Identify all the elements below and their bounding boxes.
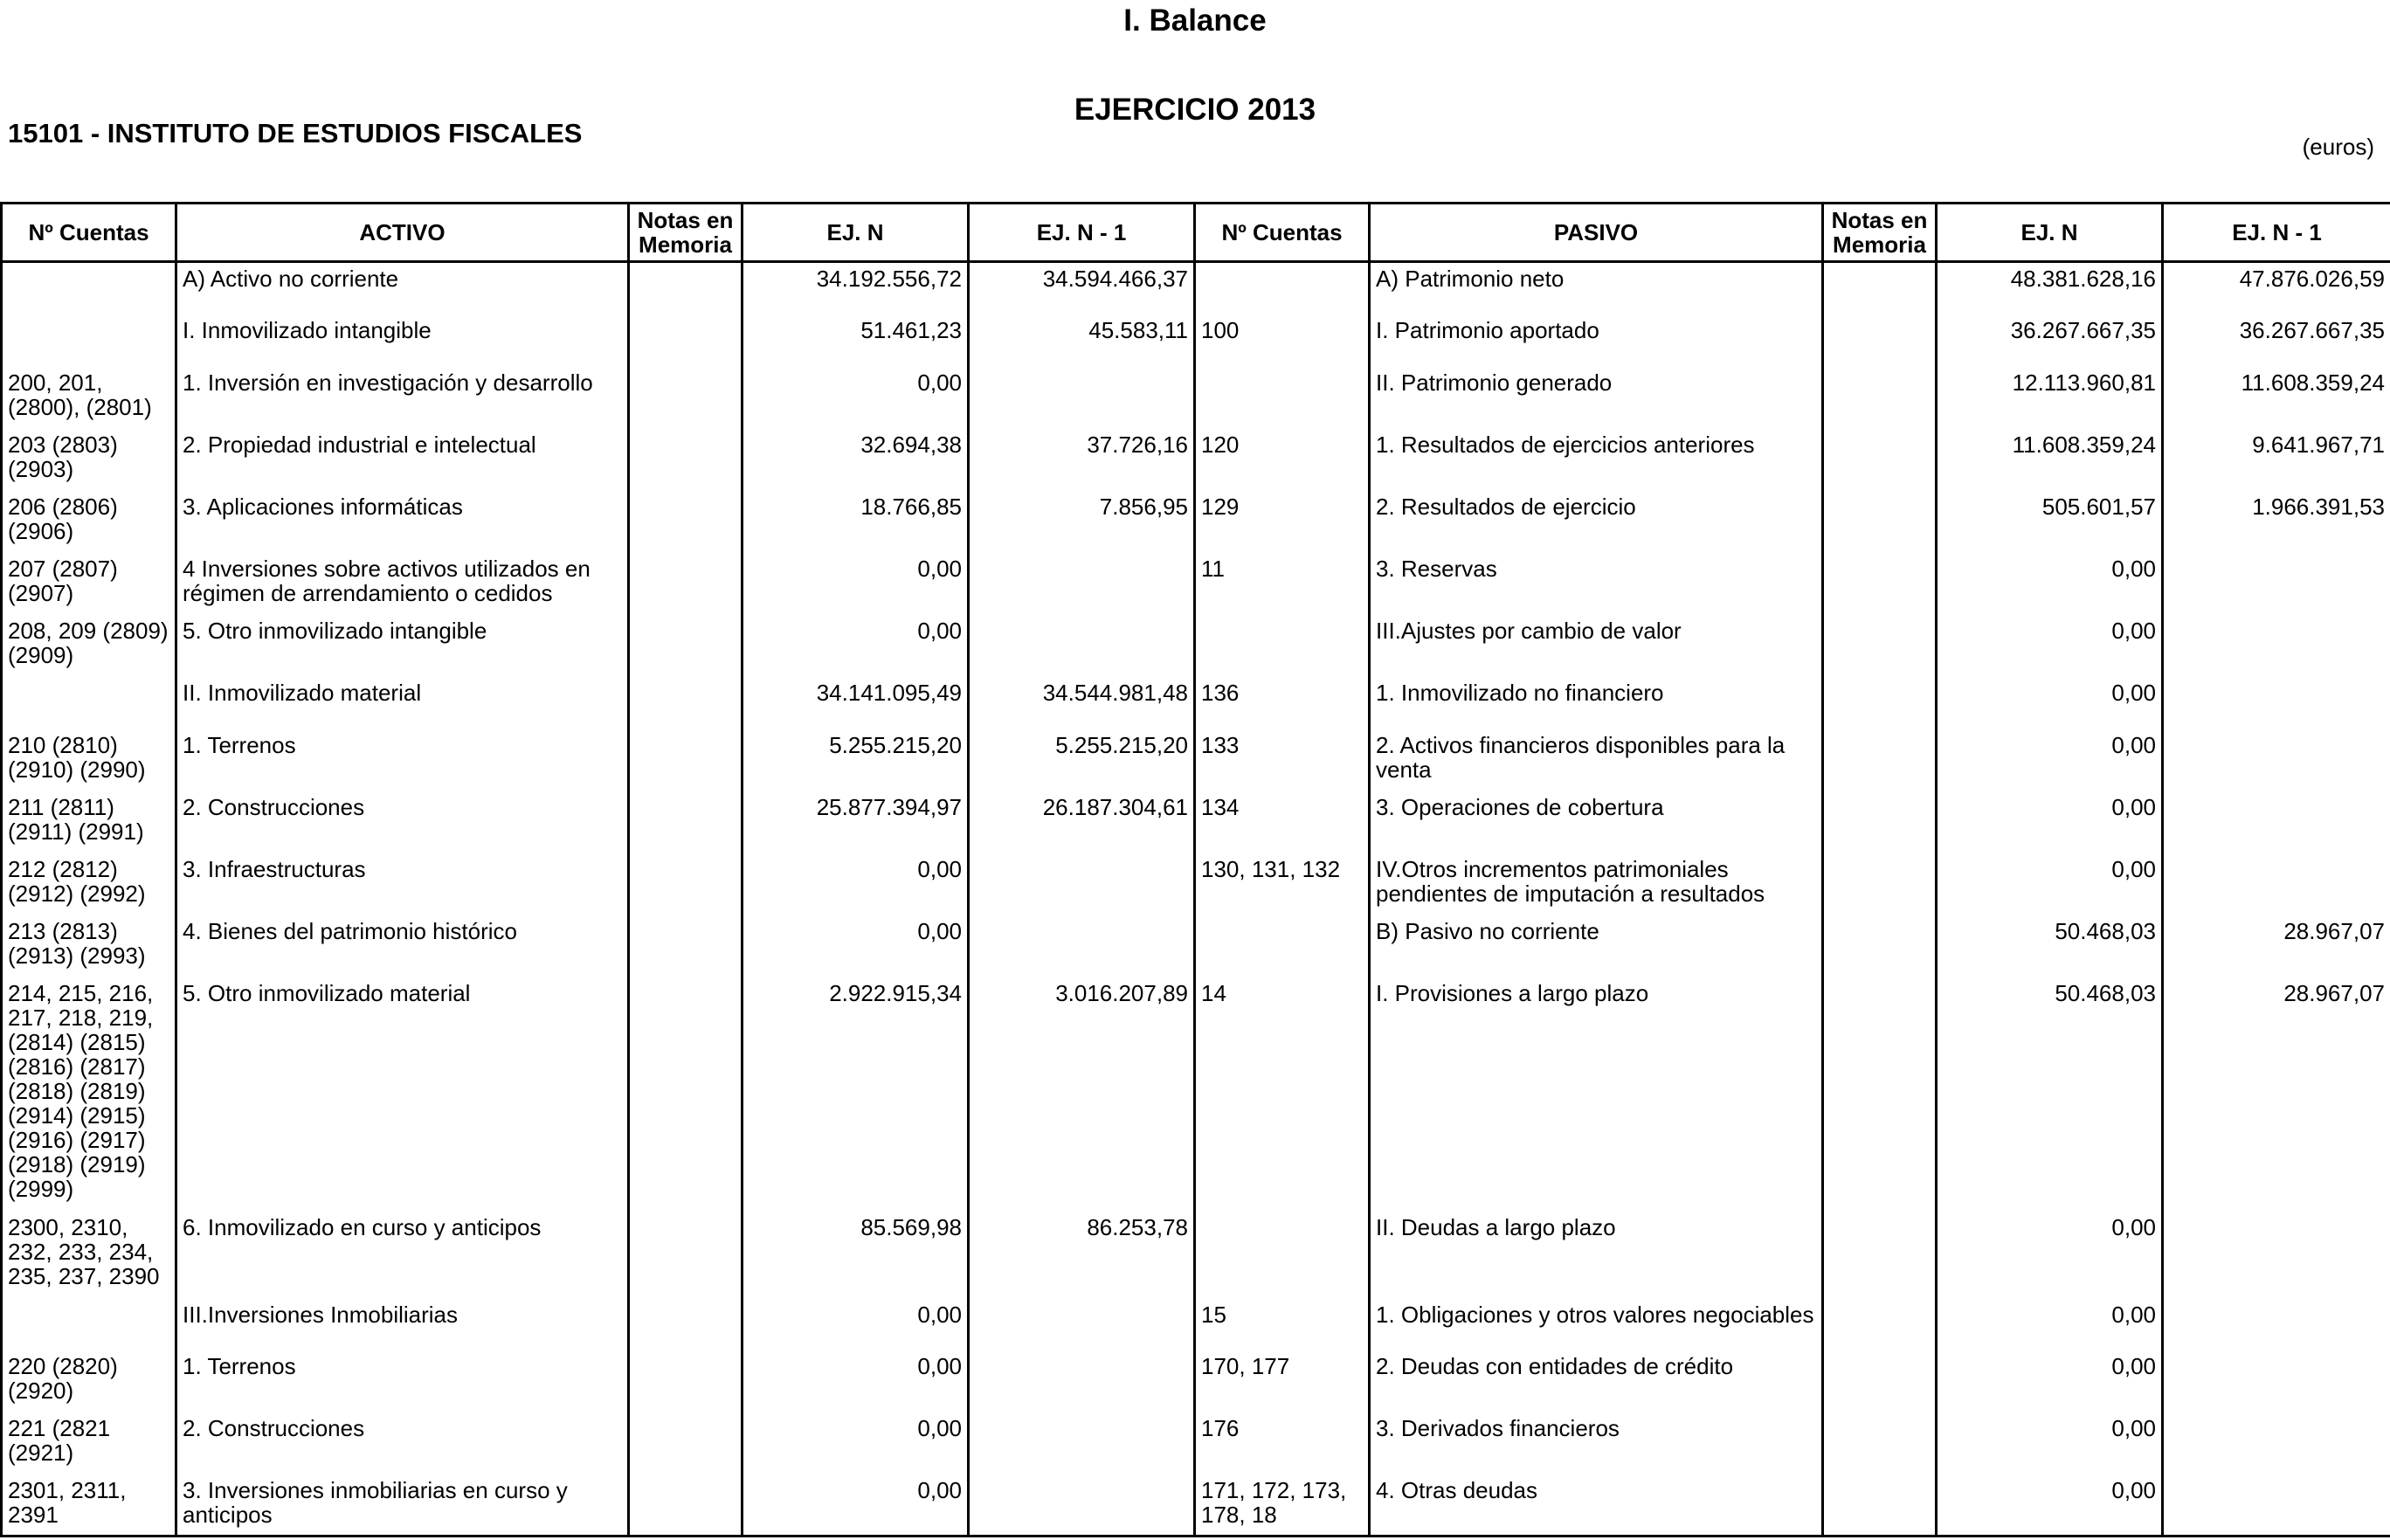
header-ej-n-pasivo: EJ. N: [1937, 204, 2163, 262]
pasivo-label-cell: 4. Otras deudas: [1370, 1474, 1823, 1537]
header-notas-activo: Notas en Memoria: [629, 204, 743, 262]
pasivo-ej-n-cell: 505.601,57: [1937, 491, 2163, 553]
notas-activo-cell: [629, 314, 743, 367]
currency-units: (euros): [2302, 134, 2374, 160]
pasivo-label-cell: IV.Otros incrementos patrimoniales pendientes de imputación a resultados: [1370, 853, 1823, 915]
activo-label-cell: 3. Inversiones inmobiliarias en curso y anticipos: [176, 1474, 629, 1537]
pasivo-ej-n-cell: 0,00: [1937, 1412, 2163, 1474]
pasivo-ej-n-cell: 0,00: [1937, 1350, 2163, 1412]
pasivo-ej-n-cell: 0,00: [1937, 1299, 2163, 1350]
account-codes-pasivo-cell: [1195, 262, 1370, 314]
header-ej-n1-pasivo: EJ. N - 1: [2163, 204, 2390, 262]
activo-ej-n-cell: 0,00: [743, 367, 969, 429]
account-codes-activo-cell: 200, 201, (2800), (2801): [2, 367, 176, 429]
activo-ej-n1-cell: [969, 367, 1195, 429]
account-codes-activo-cell: 211 (2811) (2911) (2991): [2, 791, 176, 853]
account-codes-activo-cell: 208, 209 (2809) (2909): [2, 615, 176, 677]
table-row: [2, 367, 2390, 429]
notas-pasivo-cell: [1823, 853, 1937, 915]
activo-ej-n-cell: 0,00: [743, 1350, 969, 1412]
pasivo-ej-n1-cell: [2163, 615, 2390, 677]
account-codes-pasivo-cell: 100: [1195, 314, 1370, 367]
notas-pasivo-cell: [1823, 1212, 1937, 1299]
notas-activo-cell: [629, 853, 743, 915]
pasivo-ej-n1-cell: [2163, 1350, 2390, 1412]
pasivo-label-cell: 3. Derivados financieros: [1370, 1412, 1823, 1474]
notas-pasivo-cell: [1823, 677, 1937, 729]
header-notas-pasivo: Notas en Memoria: [1823, 204, 1937, 262]
activo-ej-n1-cell: 86.253,78: [969, 1212, 1195, 1299]
activo-label-cell: 1. Terrenos: [176, 1350, 629, 1412]
table-row: [2, 729, 2390, 791]
account-codes-activo-cell: 220 (2820) (2920): [2, 1350, 176, 1412]
notas-activo-cell: [629, 615, 743, 677]
pasivo-ej-n-cell: 12.113.960,81: [1937, 367, 2163, 429]
activo-ej-n-cell: 0,00: [743, 615, 969, 677]
pasivo-label-cell: 3. Reservas: [1370, 553, 1823, 615]
notas-pasivo-cell: [1823, 429, 1937, 491]
pasivo-label-cell: 1. Resultados de ejercicios anteriores: [1370, 429, 1823, 491]
pasivo-ej-n-cell: 48.381.628,16: [1937, 262, 2163, 314]
pasivo-label-cell: 1. Inmovilizado no financiero: [1370, 677, 1823, 729]
activo-ej-n1-cell: 34.544.981,48: [969, 677, 1195, 729]
notas-pasivo-cell: [1823, 1350, 1937, 1412]
header-cuentas-activo: Nº Cuentas: [2, 204, 176, 262]
notas-pasivo-cell: [1823, 729, 1937, 791]
activo-ej-n1-cell: [969, 1412, 1195, 1474]
activo-label-cell: 5. Otro inmovilizado intangible: [176, 615, 629, 677]
notas-pasivo-cell: [1823, 915, 1937, 977]
notas-pasivo-cell: [1823, 314, 1937, 367]
table-row: [2, 791, 2390, 853]
notas-activo-cell: [629, 791, 743, 853]
pasivo-ej-n1-cell: [2163, 791, 2390, 853]
activo-ej-n1-cell: 7.856,95: [969, 491, 1195, 553]
activo-ej-n1-cell: [969, 1299, 1195, 1350]
activo-label-cell: 2. Propiedad industrial e intelectual: [176, 429, 629, 491]
pasivo-ej-n1-cell: 11.608.359,24: [2163, 367, 2390, 429]
activo-label-cell: II. Inmovilizado material: [176, 677, 629, 729]
account-codes-activo-cell: [2, 262, 176, 314]
account-codes-pasivo-cell: 120: [1195, 429, 1370, 491]
activo-label-cell: 3. Aplicaciones informáticas: [176, 491, 629, 553]
notas-pasivo-cell: [1823, 791, 1937, 853]
pasivo-ej-n-cell: 36.267.667,35: [1937, 314, 2163, 367]
pasivo-ej-n1-cell: [2163, 677, 2390, 729]
balance-table: [0, 202, 2390, 1537]
report-title: I. Balance: [1123, 3, 1267, 38]
account-codes-pasivo-cell: 129: [1195, 491, 1370, 553]
pasivo-ej-n-cell: 50.468,03: [1937, 977, 2163, 1212]
activo-ej-n-cell: 25.877.394,97: [743, 791, 969, 853]
activo-label-cell: 3. Infraestructuras: [176, 853, 629, 915]
notas-activo-cell: [629, 729, 743, 791]
activo-ej-n-cell: 0,00: [743, 1299, 969, 1350]
activo-label-cell: 6. Inmovilizado en curso y anticipos: [176, 1212, 629, 1299]
account-codes-pasivo-cell: 176: [1195, 1412, 1370, 1474]
account-codes-pasivo-cell: [1195, 615, 1370, 677]
pasivo-ej-n-cell: 0,00: [1937, 615, 2163, 677]
pasivo-ej-n1-cell: [2163, 853, 2390, 915]
activo-ej-n1-cell: 37.726,16: [969, 429, 1195, 491]
notas-activo-cell: [629, 977, 743, 1212]
account-codes-pasivo-cell: 15: [1195, 1299, 1370, 1350]
notas-activo-cell: [629, 553, 743, 615]
table-header-row: [2, 204, 2390, 262]
activo-label-cell: 1. Inversión en investigación y desarrollo: [176, 367, 629, 429]
activo-ej-n-cell: 2.922.915,34: [743, 977, 969, 1212]
pasivo-label-cell: 2. Activos financieros disponibles para la venta: [1370, 729, 1823, 791]
entity-name: 15101 - INSTITUTO DE ESTUDIOS FISCALES: [8, 118, 583, 148]
account-codes-pasivo-cell: 133: [1195, 729, 1370, 791]
pasivo-ej-n1-cell: 9.641.967,71: [2163, 429, 2390, 491]
pasivo-ej-n-cell: 0,00: [1937, 677, 2163, 729]
pasivo-label-cell: 3. Operaciones de cobertura: [1370, 791, 1823, 853]
notas-activo-cell: [629, 262, 743, 314]
table-row: [2, 1474, 2390, 1537]
pasivo-ej-n1-cell: [2163, 1212, 2390, 1299]
account-codes-pasivo-cell: [1195, 915, 1370, 977]
pasivo-label-cell: A) Patrimonio neto: [1370, 262, 1823, 314]
account-codes-pasivo-cell: 14: [1195, 977, 1370, 1212]
activo-ej-n-cell: 5.255.215,20: [743, 729, 969, 791]
table-row: [2, 1350, 2390, 1412]
activo-ej-n-cell: 0,00: [743, 1474, 969, 1537]
fiscal-year-heading: EJERCICIO 2013: [1074, 93, 1316, 127]
notas-pasivo-cell: [1823, 1299, 1937, 1350]
notas-activo-cell: [629, 1350, 743, 1412]
header-ej-n1-activo: EJ. N - 1: [969, 204, 1195, 262]
pasivo-label-cell: 2. Resultados de ejercicio: [1370, 491, 1823, 553]
table-row: [2, 262, 2390, 314]
activo-ej-n1-cell: [969, 915, 1195, 977]
table-row: [2, 1299, 2390, 1350]
activo-label-cell: A) Activo no corriente: [176, 262, 629, 314]
account-codes-pasivo-cell: 134: [1195, 791, 1370, 853]
account-codes-activo-cell: 203 (2803) (2903): [2, 429, 176, 491]
notas-pasivo-cell: [1823, 367, 1937, 429]
notas-activo-cell: [629, 677, 743, 729]
notas-activo-cell: [629, 367, 743, 429]
account-codes-activo-cell: 210 (2810) (2910) (2990): [2, 729, 176, 791]
header-activo: ACTIVO: [176, 204, 629, 262]
activo-ej-n-cell: 34.141.095,49: [743, 677, 969, 729]
pasivo-label-cell: 1. Obligaciones y otros valores negociables: [1370, 1299, 1823, 1350]
pasivo-label-cell: B) Pasivo no corriente: [1370, 915, 1823, 977]
activo-ej-n1-cell: [969, 553, 1195, 615]
activo-ej-n-cell: 0,00: [743, 1412, 969, 1474]
account-codes-activo-cell: 213 (2813) (2913) (2993): [2, 915, 176, 977]
activo-label-cell: 2. Construcciones: [176, 791, 629, 853]
header-pasivo: PASIVO: [1370, 204, 1823, 262]
pasivo-label-cell: II. Deudas a largo plazo: [1370, 1212, 1823, 1299]
table-row: [2, 314, 2390, 367]
activo-label-cell: 4 Inversiones sobre activos utilizados en régimen de arrendamiento o cedidos: [176, 553, 629, 615]
activo-ej-n1-cell: 34.594.466,37: [969, 262, 1195, 314]
table-row: [2, 1412, 2390, 1474]
activo-ej-n-cell: 32.694,38: [743, 429, 969, 491]
activo-ej-n-cell: 51.461,23: [743, 314, 969, 367]
activo-ej-n1-cell: [969, 1474, 1195, 1537]
activo-ej-n1-cell: 45.583,11: [969, 314, 1195, 367]
notas-pasivo-cell: [1823, 1412, 1937, 1474]
pasivo-label-cell: II. Patrimonio generado: [1370, 367, 1823, 429]
pasivo-ej-n1-cell: 28.967,07: [2163, 915, 2390, 977]
notas-activo-cell: [629, 1474, 743, 1537]
account-codes-pasivo-cell: 171, 172, 173, 178, 18: [1195, 1474, 1370, 1537]
pasivo-label-cell: I. Patrimonio aportado: [1370, 314, 1823, 367]
pasivo-ej-n-cell: 0,00: [1937, 1474, 2163, 1537]
activo-ej-n-cell: 0,00: [743, 915, 969, 977]
pasivo-label-cell: I. Provisiones a largo plazo: [1370, 977, 1823, 1212]
account-codes-pasivo-cell: 11: [1195, 553, 1370, 615]
account-codes-activo-cell: 214, 215, 216, 217, 218, 219, (2814) (2815) (2816) (2817) (2818) (2819) (2914) (2915) (2916) (2917) (2918) (2919) (2999): [2, 977, 176, 1212]
table-row: [2, 615, 2390, 677]
activo-ej-n-cell: 0,00: [743, 553, 969, 615]
notas-pasivo-cell: [1823, 553, 1937, 615]
pasivo-ej-n-cell: 0,00: [1937, 1212, 2163, 1299]
notas-pasivo-cell: [1823, 1474, 1937, 1537]
account-codes-pasivo-cell: 136: [1195, 677, 1370, 729]
notas-activo-cell: [629, 429, 743, 491]
pasivo-ej-n1-cell: [2163, 1412, 2390, 1474]
pasivo-label-cell: III.Ajustes por cambio de valor: [1370, 615, 1823, 677]
pasivo-ej-n1-cell: 1.966.391,53: [2163, 491, 2390, 553]
account-codes-pasivo-cell: [1195, 367, 1370, 429]
notas-pasivo-cell: [1823, 262, 1937, 314]
pasivo-ej-n-cell: 0,00: [1937, 853, 2163, 915]
account-codes-activo-cell: [2, 314, 176, 367]
table-row: [2, 1212, 2390, 1299]
activo-label-cell: 2. Construcciones: [176, 1412, 629, 1474]
account-codes-activo-cell: [2, 677, 176, 729]
activo-label-cell: III.Inversiones Inmobiliarias: [176, 1299, 629, 1350]
table-body: [2, 262, 2390, 1537]
header-cuentas-pasivo: Nº Cuentas: [1195, 204, 1370, 262]
activo-ej-n-cell: 18.766,85: [743, 491, 969, 553]
account-codes-activo-cell: [2, 1299, 176, 1350]
table-row: [2, 677, 2390, 729]
activo-ej-n-cell: 85.569,98: [743, 1212, 969, 1299]
table-row: [2, 853, 2390, 915]
notas-pasivo-cell: [1823, 977, 1937, 1212]
table-row: [2, 915, 2390, 977]
notas-activo-cell: [629, 1212, 743, 1299]
activo-ej-n1-cell: [969, 853, 1195, 915]
account-codes-activo-cell: 2300, 2310, 232, 233, 234, 235, 237, 2390: [2, 1212, 176, 1299]
pasivo-ej-n-cell: 0,00: [1937, 553, 2163, 615]
table-row: [2, 429, 2390, 491]
activo-ej-n1-cell: 5.255.215,20: [969, 729, 1195, 791]
account-codes-activo-cell: 2301, 2311, 2391: [2, 1474, 176, 1537]
pasivo-ej-n1-cell: [2163, 1299, 2390, 1350]
activo-ej-n-cell: 34.192.556,72: [743, 262, 969, 314]
pasivo-ej-n1-cell: [2163, 553, 2390, 615]
account-codes-activo-cell: 207 (2807) (2907): [2, 553, 176, 615]
notas-pasivo-cell: [1823, 491, 1937, 553]
notas-activo-cell: [629, 1299, 743, 1350]
pasivo-ej-n-cell: 0,00: [1937, 729, 2163, 791]
notas-activo-cell: [629, 491, 743, 553]
pasivo-ej-n1-cell: [2163, 1474, 2390, 1537]
pasivo-label-cell: 2. Deudas con entidades de crédito: [1370, 1350, 1823, 1412]
table-row: [2, 977, 2390, 1212]
activo-ej-n1-cell: 26.187.304,61: [969, 791, 1195, 853]
header-ej-n-activo: EJ. N: [743, 204, 969, 262]
activo-label-cell: 1. Terrenos: [176, 729, 629, 791]
account-codes-pasivo-cell: 170, 177: [1195, 1350, 1370, 1412]
account-codes-activo-cell: 221 (2821 (2921): [2, 1412, 176, 1474]
account-codes-activo-cell: 212 (2812) (2912) (2992): [2, 853, 176, 915]
pasivo-ej-n1-cell: [2163, 729, 2390, 791]
table-row: [2, 553, 2390, 615]
table-row: [2, 491, 2390, 553]
activo-ej-n1-cell: 3.016.207,89: [969, 977, 1195, 1212]
notas-activo-cell: [629, 915, 743, 977]
pasivo-ej-n1-cell: 47.876.026,59: [2163, 262, 2390, 314]
account-codes-pasivo-cell: [1195, 1212, 1370, 1299]
pasivo-ej-n1-cell: 28.967,07: [2163, 977, 2390, 1212]
activo-ej-n1-cell: [969, 1350, 1195, 1412]
pasivo-ej-n-cell: 50.468,03: [1937, 915, 2163, 977]
activo-label-cell: I. Inmovilizado intangible: [176, 314, 629, 367]
activo-ej-n-cell: 0,00: [743, 853, 969, 915]
account-codes-pasivo-cell: 130, 131, 132: [1195, 853, 1370, 915]
activo-label-cell: 4. Bienes del patrimonio histórico: [176, 915, 629, 977]
activo-ej-n1-cell: [969, 615, 1195, 677]
pasivo-ej-n1-cell: 36.267.667,35: [2163, 314, 2390, 367]
activo-label-cell: 5. Otro inmovilizado material: [176, 977, 629, 1212]
notas-activo-cell: [629, 1412, 743, 1474]
pasivo-ej-n-cell: 0,00: [1937, 791, 2163, 853]
account-codes-activo-cell: 206 (2806) (2906): [2, 491, 176, 553]
pasivo-ej-n-cell: 11.608.359,24: [1937, 429, 2163, 491]
notas-pasivo-cell: [1823, 615, 1937, 677]
